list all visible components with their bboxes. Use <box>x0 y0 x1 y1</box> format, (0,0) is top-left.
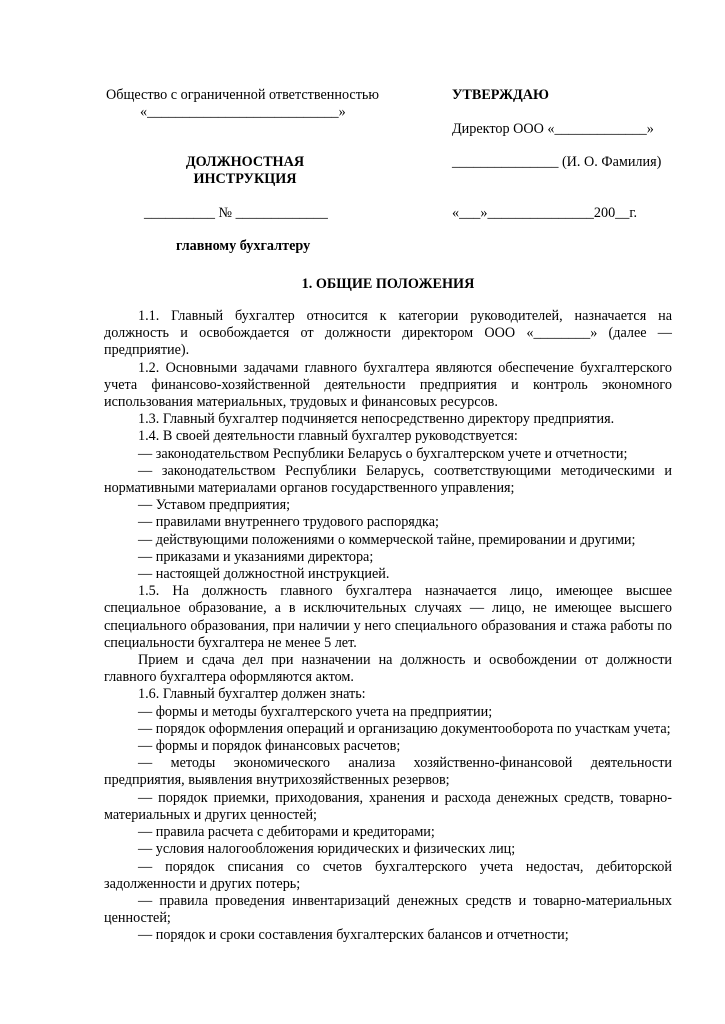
paragraph: 1.6. Главный бухгалтер должен знать: <box>138 686 366 703</box>
list-item: — условия налогообложения юридических и физических лиц; <box>138 841 516 858</box>
list-item: — правила расчета с дебиторами и кредиторами; <box>138 824 435 841</box>
list-item: — Уставом предприятия; <box>138 497 291 514</box>
list-item: — формы и методы бухгалтерского учета на предприятии; <box>138 703 493 720</box>
paragraph: 1.3. Главный бухгалтер подчиняется непосредственно директору предприятия. <box>138 411 615 428</box>
position-name: главному бухгалтеру <box>176 238 311 254</box>
list-item: — законодательством Республики Беларусь, соответствующими методическими и нормативными материалами органов государственного управления; <box>104 462 672 497</box>
paragraph: 1.4. В своей деятельности главный бухгалтер руководствуется: <box>138 428 518 445</box>
document-title-line1: ДОЛЖНОСТНАЯ <box>185 154 305 170</box>
list-item: — методы экономического анализа хозяйственно-финансовой деятельности предприятия, выявления внутрихозяйственных резервов; <box>104 755 672 789</box>
document-body <box>104 308 672 945</box>
list-item: — правила проведения инвентаризаций денежных средств и товарно-материальных ценностей; <box>104 892 672 927</box>
list-item: — действующими положениями о коммерческой тайне, премировании и другими; <box>138 531 636 548</box>
list-item: — порядок списания со счетов бухгалтерского учета недостач, дебиторской задолженности и других потерь; <box>104 858 672 892</box>
list-item: — порядок и сроки составления бухгалтерских балансов и отчетности; <box>138 927 569 944</box>
approval-date-line: «___»_______________200__г. <box>452 205 638 221</box>
document-number-line: __________ № _____________ <box>144 205 328 221</box>
list-item: — законодательством Республики Беларусь о бухгалтерском учете и отчетности; <box>138 445 628 462</box>
signature-line: _______________ (И. О. Фамилия) <box>452 154 662 170</box>
paragraph: 1.2. Основными задачами главного бухгалтера являются обеспечение бухгалтерского учета финансово-хозяйственной деятельности предприятия и контроль экономного использования материальных, трудовых и финансовых ресурсов. <box>104 359 672 411</box>
paragraph: Прием и сдача дел при назначении на должность и освобождении от должности главного бухгалтера оформляются актом. <box>104 652 672 686</box>
paragraph: 1.1. Главный бухгалтер относится к категории руководителей, назначается на должность и освобождается от должности директором ООО «________» (далее — предприятие). <box>104 308 672 359</box>
list-item: — правилами внутреннего трудового распорядка; <box>138 514 439 531</box>
list-item: — приказами и указаниями директора; <box>138 548 374 565</box>
list-item: — порядок приемки, приходования, хранения и расхода денежных средств, товарно-материальных и других ценностей; <box>104 789 672 823</box>
organization-name: Общество с ограниченной ответственностью <box>106 87 379 103</box>
list-item: — порядок оформления операций и организацию документооборота по участкам учета; <box>138 720 671 737</box>
document-title-line2: ИНСТРУКЦИЯ <box>193 171 297 187</box>
organization-name-blank: «___________________________» <box>140 104 346 120</box>
list-item: — формы и порядок финансовых расчетов; <box>138 738 401 755</box>
list-item: — настоящей должностной инструкцией. <box>138 566 390 583</box>
paragraph: 1.5. На должность главного бухгалтера назначается лицо, имеющее высшее специальное образование, а в исключительных случаях — лицо, не имеющее высшего специального образования, при наличии у него специального образования и стажа работы по специальности бухгалтера не менее 5 лет. <box>104 583 672 651</box>
director-line: Директор ООО «_____________» <box>452 121 654 137</box>
section-title: 1. ОБЩИЕ ПОЛОЖЕНИЯ <box>301 276 475 292</box>
approval-heading: УТВЕРЖДАЮ <box>452 87 549 103</box>
document-title <box>150 154 340 188</box>
